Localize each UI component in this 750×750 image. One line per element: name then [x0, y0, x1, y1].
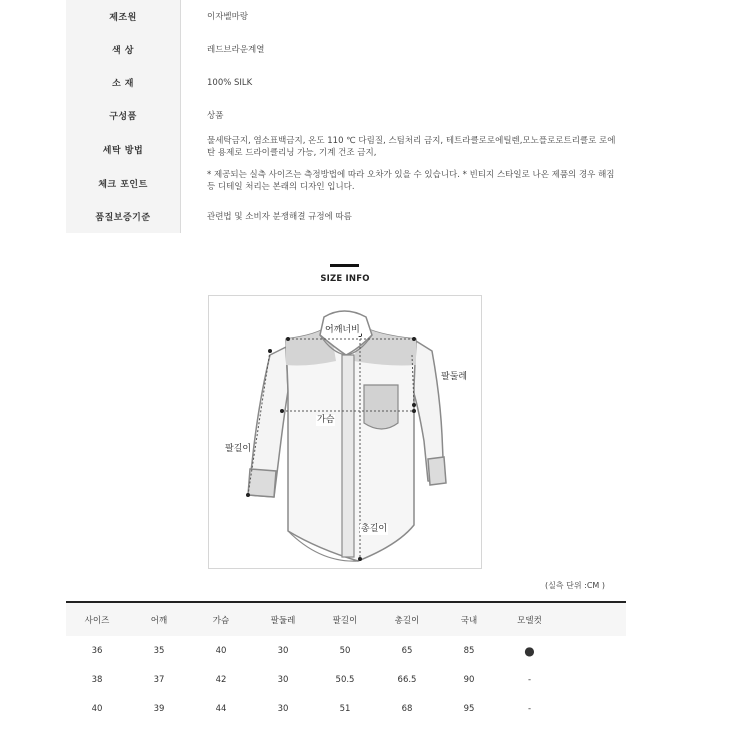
info-value: 상품 [207, 110, 224, 121]
table-cell: 35 [153, 645, 165, 656]
size-table-header [66, 603, 626, 636]
table-cell: 90 [463, 674, 475, 685]
shirt-icon [208, 295, 482, 569]
info-value: 이자벨마랑 [207, 11, 249, 22]
info-label: 제조원 [66, 0, 181, 33]
info-label: 구성품 [66, 99, 181, 132]
unit-note: (실측 단위 :CM ) [545, 581, 605, 590]
header-cell: 국내 [460, 615, 478, 626]
table-cell: - [527, 674, 532, 685]
info-value: 100% SILK [207, 77, 253, 88]
table-cell: 37 [153, 674, 165, 685]
size-info-title: SIZE INFO [320, 274, 370, 284]
table-cell: 95 [463, 703, 475, 714]
table-cell: 30 [277, 645, 289, 656]
table-cell: 38 [91, 674, 103, 685]
table-cell: 36 [91, 645, 103, 656]
shirt-measure-illustration [208, 295, 482, 569]
header-cell: 가슴 [212, 615, 230, 626]
info-row-check-point [66, 166, 626, 200]
model-cut-dot: ● [524, 643, 535, 658]
table-cell: 30 [277, 703, 289, 714]
table-cell: 30 [277, 674, 289, 685]
total-length-label: 총길이 [361, 524, 388, 534]
chest-label: 가슴 [317, 415, 335, 425]
info-label: 품질보증기준 [66, 200, 181, 233]
info-value: 레드브라운계열 [207, 44, 265, 55]
info-row-color [66, 33, 626, 66]
table-cell: 39 [153, 703, 165, 714]
product-info-table [66, 0, 626, 233]
info-row-washing [66, 132, 626, 166]
info-label: 세탁 방법 [66, 132, 181, 166]
header-cell: 팔길이 [332, 615, 358, 626]
armhole-label: 팔둘레 [441, 372, 468, 382]
table-row [66, 636, 626, 665]
header-cell: 모델컷 [517, 615, 542, 626]
info-label: 색 상 [66, 33, 181, 66]
table-cell: 50 [339, 645, 351, 656]
header-cell: 팔둘레 [270, 615, 296, 626]
info-label: 체크 포인트 [66, 166, 181, 200]
header-cell: 어깨 [150, 615, 168, 626]
table-cell: 85 [463, 645, 475, 656]
table-cell: 68 [401, 703, 413, 714]
table-cell: - [527, 703, 532, 714]
info-value: 물세탁금지, 염소표백금지, 온도 110 ℃ 다림질, 스팀처리 금지, 테트라클로로에틸렌,모노플로로트리클로 로에탄 용제로 드라이클리닝 가능, 기계 건조 금지, [207, 136, 616, 158]
table-cell: 44 [215, 703, 227, 714]
table-row [66, 665, 626, 694]
table-cell: 65 [401, 645, 413, 656]
table-row [66, 694, 626, 723]
table-cell: 66.5 [397, 674, 417, 685]
table-cell: 50.5 [335, 674, 355, 685]
info-value: 관련법 및 소비자 분쟁해결 규정에 따름 [207, 211, 352, 222]
header-cell: 총길이 [394, 615, 420, 626]
table-cell: 42 [215, 674, 227, 685]
info-row-material [66, 66, 626, 99]
info-row-components [66, 99, 626, 132]
info-value: * 제공되는 실측 사이즈는 측정방법에 따라 오차가 있을 수 있습니다. * 빈티지 스타일로 나온 제품의 경우 해짐등 디테일 처리는 본래의 디자인 입니다. [207, 170, 615, 192]
table-cell: 51 [339, 703, 351, 714]
info-label: 소 재 [66, 66, 181, 99]
size-table [66, 601, 626, 723]
size-info-divider [330, 264, 359, 267]
sleeve-length-label: 팔길이 [225, 444, 252, 454]
shoulder-label: 어깨너비 [325, 325, 360, 335]
header-cell: 사이즈 [84, 615, 110, 626]
info-row-quality [66, 200, 626, 233]
table-cell: 40 [215, 645, 227, 656]
info-row-manufacturer [66, 0, 626, 33]
table-cell: 40 [91, 703, 103, 714]
